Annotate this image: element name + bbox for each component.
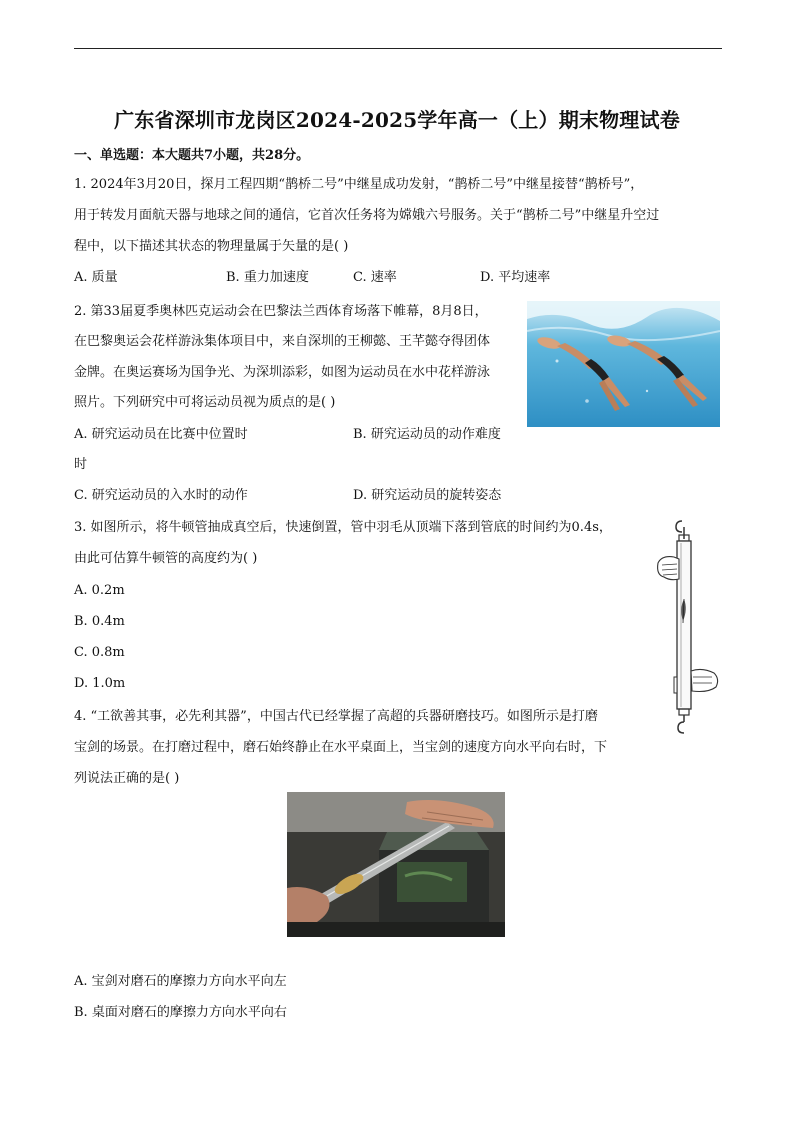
q1-option-a: A. 质量	[74, 270, 118, 285]
q2-line-4: 照片。下列研究中可将运动员视为质点的是( )	[74, 395, 336, 410]
q1-option-d: D. 平均速率	[480, 270, 551, 285]
q2-option-a: A. 研究运动员在比赛中位置时	[74, 427, 248, 442]
q2-option-d: D. 研究运动员的旋转姿态	[353, 488, 502, 503]
q2-option-a-continued: 时	[74, 457, 88, 472]
q1-line-2: 用于转发月面航天器与地球之间的通信，它首次任务将为嫦娥六号服务。关于“鹊桥二号”中继星升空过	[74, 208, 660, 223]
q3-option-a: A. 0.2m	[74, 583, 125, 598]
section-heading: 一、单选题：本大题共7小题，共28分。	[74, 148, 310, 163]
header-rule	[74, 48, 722, 49]
q1-line-1: 1. 2024年3月20日，探月工程四期“鹊桥二号”中继星成功发射，“鹊桥二号”中继星接替“鹊桥号”，	[74, 177, 644, 192]
newton-tube-figure	[652, 517, 722, 735]
q1-option-c: C. 速率	[353, 270, 397, 285]
q1-line-3: 程中，以下描述其状态的物理量属于矢量的是( )	[74, 239, 349, 254]
q4-option-b: B. 桌面对磨石的摩擦力方向水平向右	[74, 1005, 287, 1020]
q2-option-c: C. 研究运动员的入水时的动作	[74, 488, 248, 503]
q2-option-b: B. 研究运动员的动作难度	[353, 427, 501, 442]
q2-line-1: 2. 第33届夏季奥林匹克运动会在巴黎法兰西体育场落下帷幕，8月8日，	[74, 304, 488, 319]
swimming-photo	[527, 301, 720, 427]
q3-option-b: B. 0.4m	[74, 614, 125, 629]
q3-option-d: D. 1.0m	[74, 676, 126, 691]
q4-line-2: 宝剑的场景。在打磨过程中，磨石始终静止在水平桌面上，当宝剑的速度方向水平向右时，下	[74, 740, 608, 755]
q3-line-2: 由此可估算牛顿管的高度约为( )	[74, 551, 258, 566]
q3-line-1: 3. 如图所示，将牛顿管抽成真空后，快速倒置，管中羽毛从顶端下落到管底的时间约为0.4s，	[74, 520, 612, 535]
q2-line-3: 金牌。在奥运赛场为国争光、为深圳添彩，如图为运动员在水中花样游泳	[74, 365, 491, 380]
q4-line-1: 4. “工欲善其事，必先利其器”，中国古代已经掌握了高超的兵器研磨技巧。如图所示是打磨	[74, 709, 598, 724]
q4-option-a: A. 宝剑对磨石的摩擦力方向水平向左	[74, 974, 287, 989]
q2-line-2: 在巴黎奥运会花样游泳集体项目中，来自深圳的王柳懿、王芊懿夺得团体	[74, 334, 491, 349]
q3-option-c: C. 0.8m	[74, 645, 125, 660]
q1-option-b: B. 重力加速度	[226, 270, 309, 285]
q4-line-3: 列说法正确的是( )	[74, 771, 180, 786]
sword-grinding-photo	[287, 792, 505, 937]
page-title: 广东省深圳市龙岗区2024-2025学年高一（上）期末物理试卷	[114, 108, 680, 132]
